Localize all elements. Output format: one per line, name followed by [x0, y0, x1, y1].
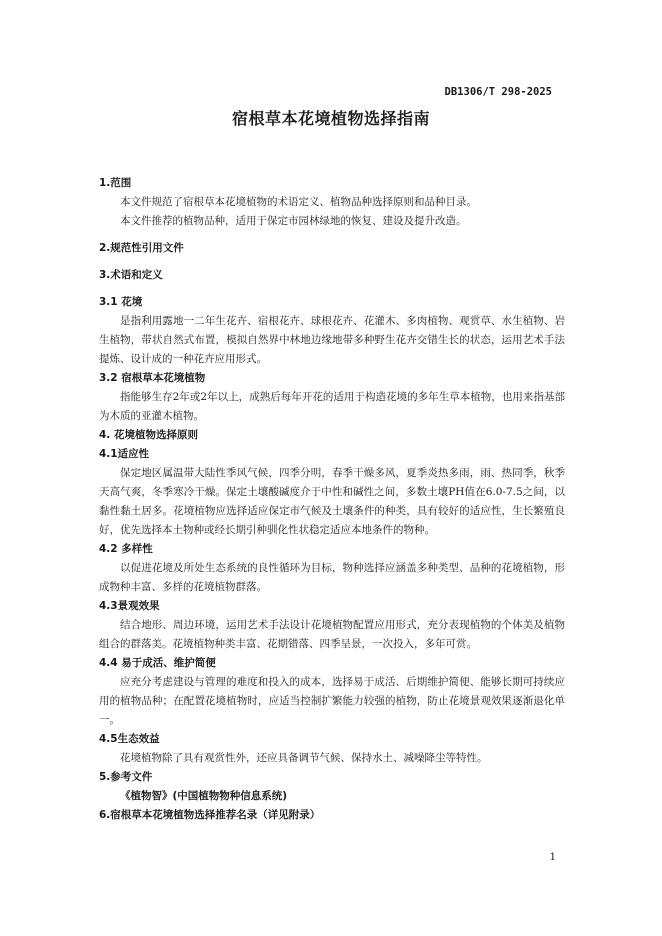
section-1-heading: 1.范围 [99, 177, 132, 189]
section-2-heading: 2.规范性引用文件 [99, 242, 184, 254]
document-number: DB1306/T 298-2025 [444, 86, 552, 98]
section-4-2-text: 以促进花境及所处生态系统的良性循环为目标，物种选择应涵盖多种类型、品种的花境植物，形成物种丰富、多样的花境植物群落。 [99, 562, 565, 593]
page-number: 1 [549, 852, 556, 863]
section-4-3-text: 结合地形、周边环境，运用艺术手法设计花境植物配置应用形式，充分表现植物的个体美及植物组合的群落美。花境植物种类丰富、花期错落、四季呈景，一次投入，多年可赏。 [99, 619, 565, 650]
document-body [99, 174, 565, 825]
section-3-1-heading: 3.1 花境 [99, 296, 143, 308]
page-title: 宿根草本花境植物选择指南 [231, 109, 430, 128]
section-4-5-heading: 4.5生态效益 [99, 733, 160, 745]
section-4-5-text: 花境植物除了具有观赏性外，还应具备调节气候、保持水土、减噪降尘等特性。 [120, 752, 488, 764]
section-4-heading: 4. 花境植物选择原则 [99, 429, 198, 441]
section-4-4-text: 应充分考虑建设与管理的难度和投入的成本，选择易于成活、后期维护简便、能够长期可持续应用的植物品种；在配置花境植物时，应适当控制扩繁能力较强的植物，防止花境景观效果逐渐退化单一。 [99, 676, 565, 726]
section-3-heading: 3.术语和定义 [99, 269, 163, 281]
section-1-paragraph-2: 本文件推荐的植物品种，适用于保定市园林绿地的恢复、建设及提升改造。 [120, 215, 467, 227]
section-4-1-heading: 4.1适应性 [99, 448, 150, 460]
section-4-2-heading: 4.2 多样性 [99, 543, 153, 555]
section-3-2-heading: 3.2 宿根草本花境植物 [99, 372, 206, 384]
section-5-heading: 5.参考文件 [99, 771, 153, 783]
section-1-paragraph-1: 本文件规范了宿根草本花境植物的术语定义、植物品种选择原则和品种目录。 [120, 196, 477, 208]
section-3-2-text: 指能够生存2年或2年以上，成熟后每年开花的适用于构造花境的多年生草本植物，也用来指基部为木质的亚灌木植物。 [99, 391, 565, 422]
section-4-3-heading: 4.3景观效果 [99, 600, 160, 612]
section-4-1-text: 保定地区属温带大陆性季风气候，四季分明，春季干燥多风，夏季炎热多雨，雨、热同季，秋季天高气爽，冬季寒冷干燥。保定土壤酸碱度介于中性和碱性之间，多数土壤PH值在6.0-7.5之间，以黏性黏土居多。花境植物应选择适应保定市气候及土壤条件的种类，具有较好的适应性，生长繁殖良好，优先选择本土物种或经长期引种驯化性状稳定适应本地条件的物种。 [99, 467, 565, 536]
section-6-heading: 6.宿根草本花境植物选择推荐名录（详见附录） [99, 809, 321, 821]
section-3-1-text: 是指利用露地一二年生花卉、宿根花卉、球根花卉、花灌木、多肉植物、观赏草、水生植物、岩生植物，带状自然式布置，模拟自然界中林地边缘地带多种野生花卉交错生长的状态，运用艺术手法提炼、设计成的一种花卉应用形式。 [99, 315, 565, 365]
reference-item: 《植物智》(中国植物物种信息系统) [120, 790, 288, 802]
section-4-4-heading: 4.4 易于成活、维护简便 [99, 657, 216, 669]
